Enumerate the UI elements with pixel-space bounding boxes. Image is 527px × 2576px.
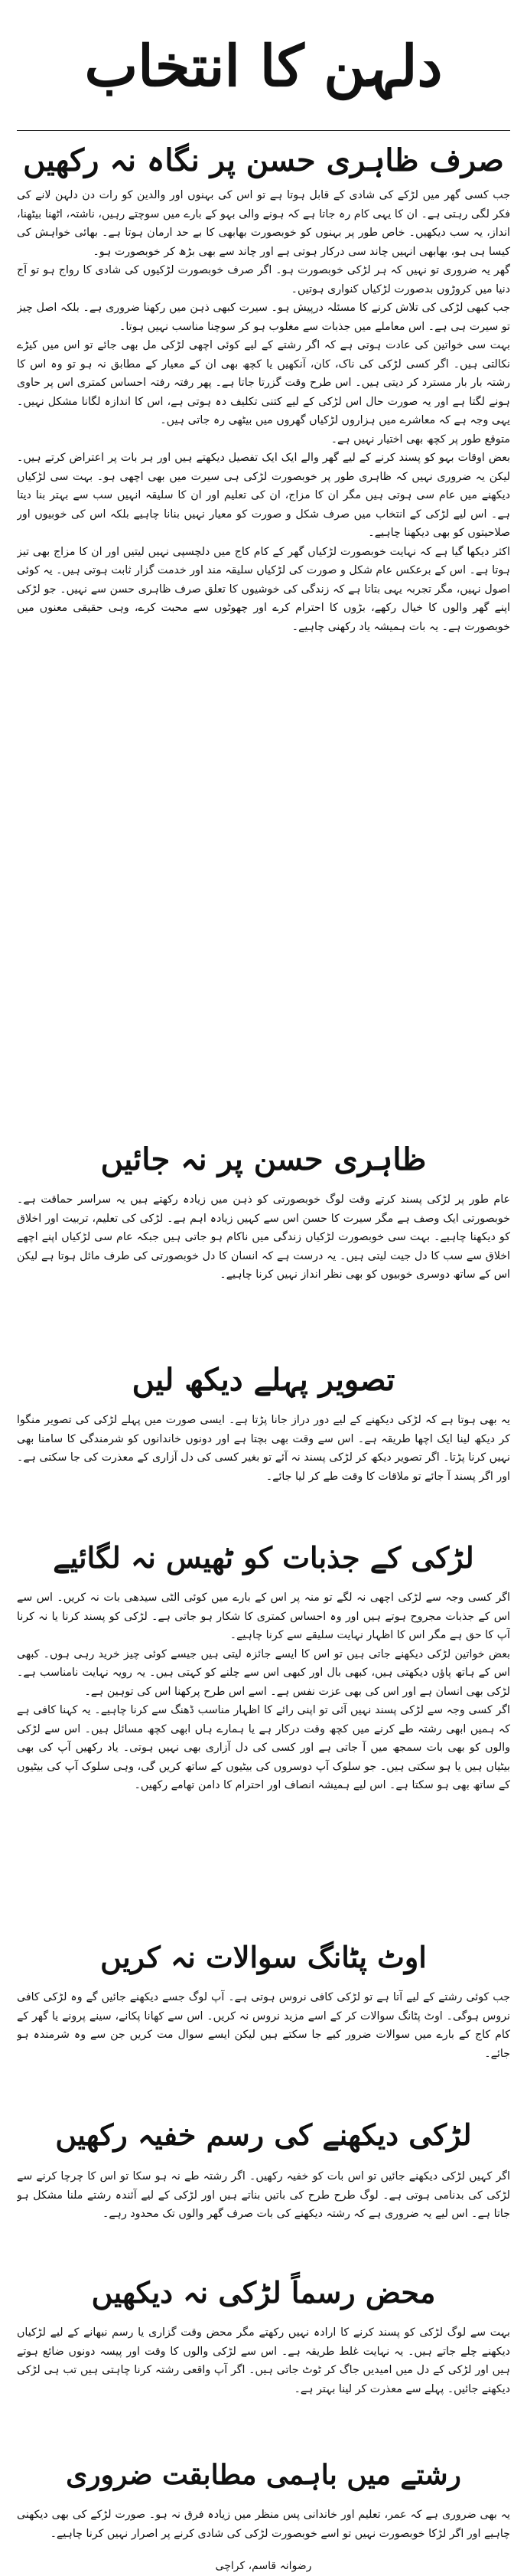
section-body [17, 2167, 510, 2262]
paragraph: اگر کسی وجہ سے لڑکی پسند نہیں آئی تو اپنی رائے کا اظہار مناسب ڈھنگ سے کرنا چاہیے۔ یہ کہنا کافی ہے کہ ہمیں ابھی رشتہ طے کرنے میں کچھ وقت درکار ہے یا ہمارے ہاں ابھی کچھ مسائل ہیں۔ اس سے لڑکی والوں کو بھی بات سمجھ میں آ جاتی ہے اور کسی کی دل آزاری بھی نہیں ہوتی۔ یاد رکھیں آپ کی بھی بیٹیاں ہیں یا ہو سکتی ہیں۔ جو سلوک آپ دوسروں کی بیٹیوں کے ساتھ کریں گی، وہی سلوک آپ کی بیٹیوں کے ساتھ بھی ہو سکتا ہے۔ اس لیے ہمیشہ انصاف اور احترام کا دامن تھامے رکھیں۔ [17, 1704, 510, 1791]
paragraph: جب کسی گھر میں لڑکے کی شادی کے قابل ہوتا ہے تو اس کی بہنوں اور والدین کو رات دن دلہن لانے کی فکر لگی رہتی ہے۔ ان کا یہی کام رہ جاتا ہے کہ ہونے والی بہو کے بارے میں سوچتے رہیں، ناشتہ، اٹھنا بیٹھنا، انداز، یہ سب دیکھیں۔ خاص طور پر بہنوں کو خوبصورت بھابھی کا بے حد ارمان ہوتا ہے۔ بھائی خواہش کی کیسا ہی ہو، بھابھی انہیں چاند سی درکار ہوتی ہے اور چاند سے بھی بڑھ کر خوبصورت ہو۔ [17, 189, 510, 258]
title-divider [17, 130, 510, 131]
section-body [17, 186, 510, 1129]
section-body [17, 2506, 510, 2553]
section-compatibility [17, 2444, 510, 2576]
paragraph: اکثر دیکھا گیا ہے کہ نہایت خوبصورت لڑکیاں گھر کے کام کاج میں دلچسپی نہیں لیتیں اور ان کا مزاج بھی تیز ہوتا ہے۔ اس کے برعکس عام شکل و صورت کی لڑکیاں سلیقہ مند اور خدمت گزار ثابت ہوتی ہیں۔ یہ کوئی اصول نہیں، مگر تجربہ یہی بتاتا ہے کہ زندگی کی خوشیوں کا تعلق صرف ظاہری حسن سے نہیں۔ جو لڑکی اپنے گھر والوں کا خیال رکھے، بڑوں کا احترام کرے اور چھوٹوں سے محبت کرے، وہی حقیقی معنوں میں خوبصورت ہے۔ یہ بات ہمیشہ یاد رکھنی چاہیے۔ [17, 545, 510, 633]
section-body [17, 2323, 510, 2444]
section-feelings [17, 1527, 510, 1927]
section-heading: تصویر پہلے دیکھ لیں [132, 1362, 395, 1398]
section-heading: لڑکی دیکھنے کی رسم خفیہ رکھیں [55, 2117, 472, 2152]
section-body [17, 1588, 510, 1927]
section-heading: صرف ظاہری حسن پر نگاہ نہ رکھیں [23, 142, 504, 178]
paragraph: بہت سی خواتین کی عادت ہوتی ہے کہ اگر رشتے کے لیے کوئی اچھی لڑکی مل بھی جائے تو اس میں کیڑے نکالتی ہیں۔ اگر کسی لڑکی کی ناک، کان، آنکھیں یا کچھ بھی ان کے معیار کے مطابق نہ ہو تو وہ اس کا رشتہ بار بار مسترد کر دیتی ہیں۔ اس طرح وقت گزرتا جاتا ہے۔ پھر رفتہ رفتہ احساس کمتری اس پر حاوی ہونے لگتا ہے اور یہ صورت حال اس لڑکی کے لیے کتنی تکلیف دہ ہوتی ہے، اس کا اندازہ لگانا مشکل نہیں۔ یہی وجہ ہے کہ معاشرے میں ہزاروں لڑکیاں گھروں میں بیٹھی رہ جاتی ہیں۔ [17, 339, 510, 426]
paragraph: یہ بھی ہوتا ہے کہ لڑکی دیکھنے کے لیے دور دراز جانا پڑتا ہے۔ ایسی صورت میں پہلے لڑکی کی تصویر منگوا کر دیکھ لینا ایک اچھا طریقہ ہے۔ اس سے وقت بھی بچتا ہے اور دونوں خاندانوں کو شرمندگی کا سامنا بھی نہیں کرنا پڑتا۔ اگر تصویر دیکھ کر لڑکی پسند نہ آئے تو بغیر کسی کی دل آزاری کے معذرت کی جا سکتی ہے۔ اور اگر پسند آ جائے تو ملاقات کا وقت طے کر لیا جائے۔ [17, 1414, 510, 1483]
paragraph: یہ بھی ضروری ہے کہ عمر، تعلیم اور خاندانی پس منظر میں زیادہ فرق نہ ہو۔ صورت لڑکے کی بھی دیکھنی چاہیے اور اگر لڑکا خوبصورت نہیں تو اسے خوبصورت لڑکی کی شادی کرنے پر اصرار نہیں کرنا چاہیے۔ [17, 2509, 510, 2540]
section-heading: اوٹ پٹانگ سوالات نہ کریں [100, 1940, 427, 1974]
paragraph: جب کبھی لڑکی کی تلاش کرنے کا مسئلہ درپیش ہو۔ سیرت کبھی ذہن میں رکھنا ضروری ہے۔ بلکہ اصل چیز تو سیرت ہی ہے۔ اس معاملے میں جذبات سے مغلوب ہو کر سوچنا مناسب نہیں ہوتا۔ [17, 302, 510, 333]
section-not-just-formality [17, 2262, 510, 2444]
section-heading: رشتے میں باہمی مطابقت ضروری [66, 2459, 461, 2491]
section-no-odd-questions [17, 1927, 510, 2103]
paragraph: جب کوئی رشتے کے لیے آتا ہے تو لڑکی کافی نروس ہوتی ہے۔ آپ لوگ جسے دیکھنے جائیں گے وہ لڑکی کافی نروس ہوگی۔ اوٹ پٹانگ سوالات کر کے اسے مزید نروس نہ کریں۔ اس سے کھانا پکانے، سینے پرونے یا گھر کے کام کاج کے بارے میں سوالات ضرور کیے جا سکتے ہیں لیکن ایسے سوال مت کریں جن سے وہ شرمندہ ہو جائے۔ [17, 1991, 510, 2060]
section-heading: محض رسماً لڑکی نہ دیکھیں [91, 2275, 436, 2310]
section-body [17, 1190, 510, 1350]
section-heading: لڑکی کے جذبات کو ٹھیس نہ لگائیے [53, 1540, 474, 1575]
section-body [17, 1988, 510, 2103]
section-body [17, 1411, 510, 1527]
section-dont-go-by-looks [17, 1129, 510, 1350]
paragraph: بعض خواتین لڑکی دیکھنے جاتی ہیں تو اس کا ایسے جائزہ لیتی ہیں جیسے کوئی چیز خرید رہی ہوں۔ کبھی اس کے ہاتھ پاؤں دیکھتی ہیں، کبھی بال اور کبھی اس سے چلنے کو کہتی ہیں۔ یہ رویہ نہایت نامناسب ہے۔ لڑکی بھی انسان ہے اور اس کی بھی عزت نفس ہے۔ اسے اس طرح پرکھنا اس کی توہین ہے۔ [17, 1647, 510, 1698]
section-outward-beauty [17, 135, 510, 1129]
paragraph: متوقع طور پر کچھ بھی اختیار نہیں ہے۔ [330, 433, 510, 446]
paragraph: بہت سے لوگ لڑکی کو پسند کرنے کا ارادہ نہیں رکھتے مگر محض وقت گزاری یا رسم نبھانے کے لیے لڑکیاں دیکھنے چلے جاتے ہیں۔ یہ نہایت غلط طریقہ ہے۔ اس سے لڑکی والوں کا وقت اور پیسہ دونوں ضائع ہوتے ہیں اور لڑکی کے دل میں امیدیں جاگ کر ٹوٹ جاتی ہیں۔ اگر آپ واقعی رشتہ کرنا چاہتی ہیں تب ہی لڑکی دیکھنے جائیں۔ پہلے سے معذرت کر لینا بہتر ہے۔ [17, 2326, 510, 2395]
author-byline: رضوانہ قاسم، کراچی [215, 2560, 312, 2572]
paragraph: عام طور پر لڑکی پسند کرتے وقت لوگ خوبصورتی کو ذہن میں زیادہ رکھتے ہیں یہ سراسر حماقت ہے۔ خوبصورتی ایک وصف ہے مگر سیرت کا حسن اس سے کہیں زیادہ اہم ہے۔ لڑکی کی تعلیم، تربیت اور اخلاق کو دیکھنا چاہیے۔ بہت سی خوبصورت لڑکیاں زندگی میں ناکام ہو جاتی ہیں جبکہ عام سی لڑکیاں اپنے اچھے اخلاق سے سب کا دل جیت لیتی ہیں۔ یہ درست ہے کہ انسان کا دل خوبصورتی کی طرف مائل ہوتا ہے لیکن اس کے ساتھ دوسری خوبیوں کو بھی نظر انداز نہیں کرنا چاہیے۔ [17, 1193, 510, 1281]
paragraph: اگر کہیں لڑکی دیکھنے جائیں تو اس بات کو خفیہ رکھیں۔ اگر رشتہ طے نہ ہو سکا تو اس کا چرچا کرنے سے لڑکی کی بدنامی ہوتی ہے۔ لوگ طرح طرح کی باتیں بناتے ہیں اور لڑکی کے لیے آئندہ رشتے ملنا مشکل ہو جاتا ہے۔ اس لیے یہ ضروری ہے کہ رشتہ دیکھنے کی بات صرف گھر والوں تک محدود رہے۔ [17, 2170, 510, 2220]
article-title: دلہن کا انتخاب [84, 34, 443, 100]
section-heading: ظاہری حسن پر نہ جائیں [100, 1141, 427, 1177]
paragraph: بعض اوقات بہو کو پسند کرنے کے لیے گھر والے ایک ایک تفصیل دیکھتے ہیں اور ہر بات پر اعتراض کرتے ہیں۔ لیکن یہ ضروری نہیں کہ ظاہری طور پر خوبصورت لڑکی ہی سیرت میں بھی اچھی ہو۔ بہت سی لڑکیاں دیکھنے میں عام سی ہوتی ہیں مگر ان کا مزاج، ان کی تعلیم اور ان کا سلیقہ انہیں سب سے بہتر بنا دیتا ہے۔ اس لیے لڑکی کے انتخاب میں صرف شکل و صورت کو معیار نہیں بنانا چاہیے بلکہ اس کی خوبیوں اور صلاحیتوں کو بھی دیکھنا چاہیے۔ [17, 452, 510, 539]
paragraph: اگر کسی وجہ سے لڑکی اچھی نہ لگے تو منہ پر اس کے بارے میں کوئی الٹی سیدھی بات نہ کریں۔ اس سے اس کے جذبات مجروح ہوتے ہیں اور وہ احساس کمتری کا شکار ہو جاتی ہے۔ لڑکی کو پسند کرنا یا نہ کرنا آپ کا حق ہے مگر اس کا اظہار نہایت سلیقے سے کرنا چاہیے۔ [17, 1592, 510, 1641]
section-see-photo-first [17, 1350, 510, 1527]
paragraph: گھر یہ ضروری تو نہیں کہ ہر لڑکی خوبصورت ہو۔ اگر صرف خوبصورت لڑکیوں کی شادی کا رواج ہو تو آج دنیا میں کروڑوں بدصورت لڑکیاں کنواری ہوتیں۔ [17, 264, 510, 295]
section-keep-it-private [17, 2103, 510, 2262]
